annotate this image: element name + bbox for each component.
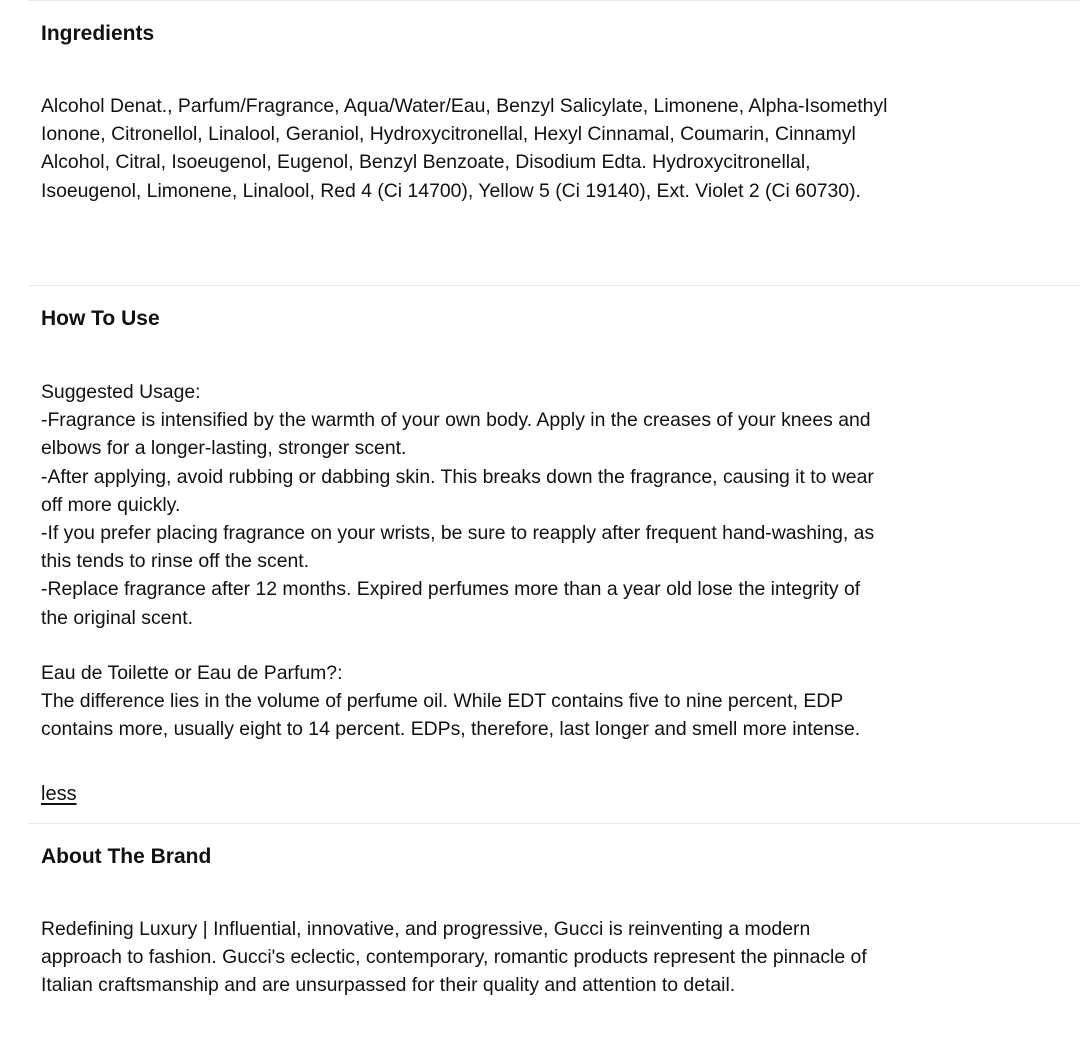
usage-line: Suggested Usage: [41, 381, 201, 403]
ingredients-line: Ionone, Citronellol, Linalool, Geraniol, Hydroxycitronellal, Hexyl Cinnamal, Coumarin, Cinnamyl [41, 123, 856, 146]
section-divider [28, 285, 1080, 286]
usage-line: -Fragrance is intensified by the warmth of your own body. Apply in the creases of your knees and [41, 409, 871, 432]
about-brand-heading: About The Brand [41, 845, 212, 868]
ingredients-heading: Ingredients [41, 22, 155, 45]
section-divider [28, 823, 1080, 824]
ingredients-line: Isoeugenol, Limonene, Linalool, Red 4 (Ci 14700), Yellow 5 (Ci 19140), Ext. Violet 2 (Ci 60730). [41, 179, 861, 202]
about-brand-line: Italian craftsmanship and are unsurpassed for their quality and attention to detail. [41, 974, 736, 997]
ingredients-text [41, 92, 887, 205]
edt-line: The difference lies in the volume of perfume oil. While EDT contains five to nine percent, EDP [41, 690, 844, 713]
ingredients-line: Alcohol Denat., Parfum/Fragrance, Aqua/Water/Eau, Benzyl Salicylate, Limonene, Alpha-Isomethyl [41, 95, 888, 117]
usage-line: -If you prefer placing fragrance on your wrists, be sure to reapply after frequent hand-washing, as [41, 522, 875, 545]
edt-line: contains more, usually eight to 14 percent. EDPs, therefore, last longer and smell more intense. [41, 718, 861, 741]
how-to-use-heading: How To Use [41, 307, 160, 330]
usage-line: the original scent. [41, 606, 193, 629]
section-divider-top [28, 0, 1080, 1]
usage-line: elbows for a longer-lasting, stronger scent. [41, 437, 407, 460]
suggested-usage-text [41, 378, 874, 632]
show-less-link[interactable]: less [41, 783, 77, 805]
edt-vs-edp-text [41, 659, 860, 744]
usage-line: -Replace fragrance after 12 months. Expired perfumes more than a year old lose the integrity of [41, 578, 861, 601]
about-brand-line: approach to fashion. Gucci's eclectic, contemporary, romantic products represent the pinnacle of [41, 946, 867, 969]
usage-line: off more quickly. [41, 493, 181, 516]
usage-line: -After applying, avoid rubbing or dabbing skin. This breaks down the fragrance, causing it to wear [41, 465, 874, 488]
about-brand-line: Redefining Luxury | Influential, innovative, and progressive, Gucci is reinventing a modern [41, 918, 811, 940]
ingredients-line: Alcohol, Citral, Isoeugenol, Eugenol, Benzyl Benzoate, Disodium Edta. Hydroxycitronellal, [41, 151, 811, 174]
edt-line: Eau de Toilette or Eau de Parfum?: [41, 662, 343, 684]
usage-line: this tends to rinse off the scent. [41, 550, 310, 573]
about-brand-text [41, 915, 867, 1000]
